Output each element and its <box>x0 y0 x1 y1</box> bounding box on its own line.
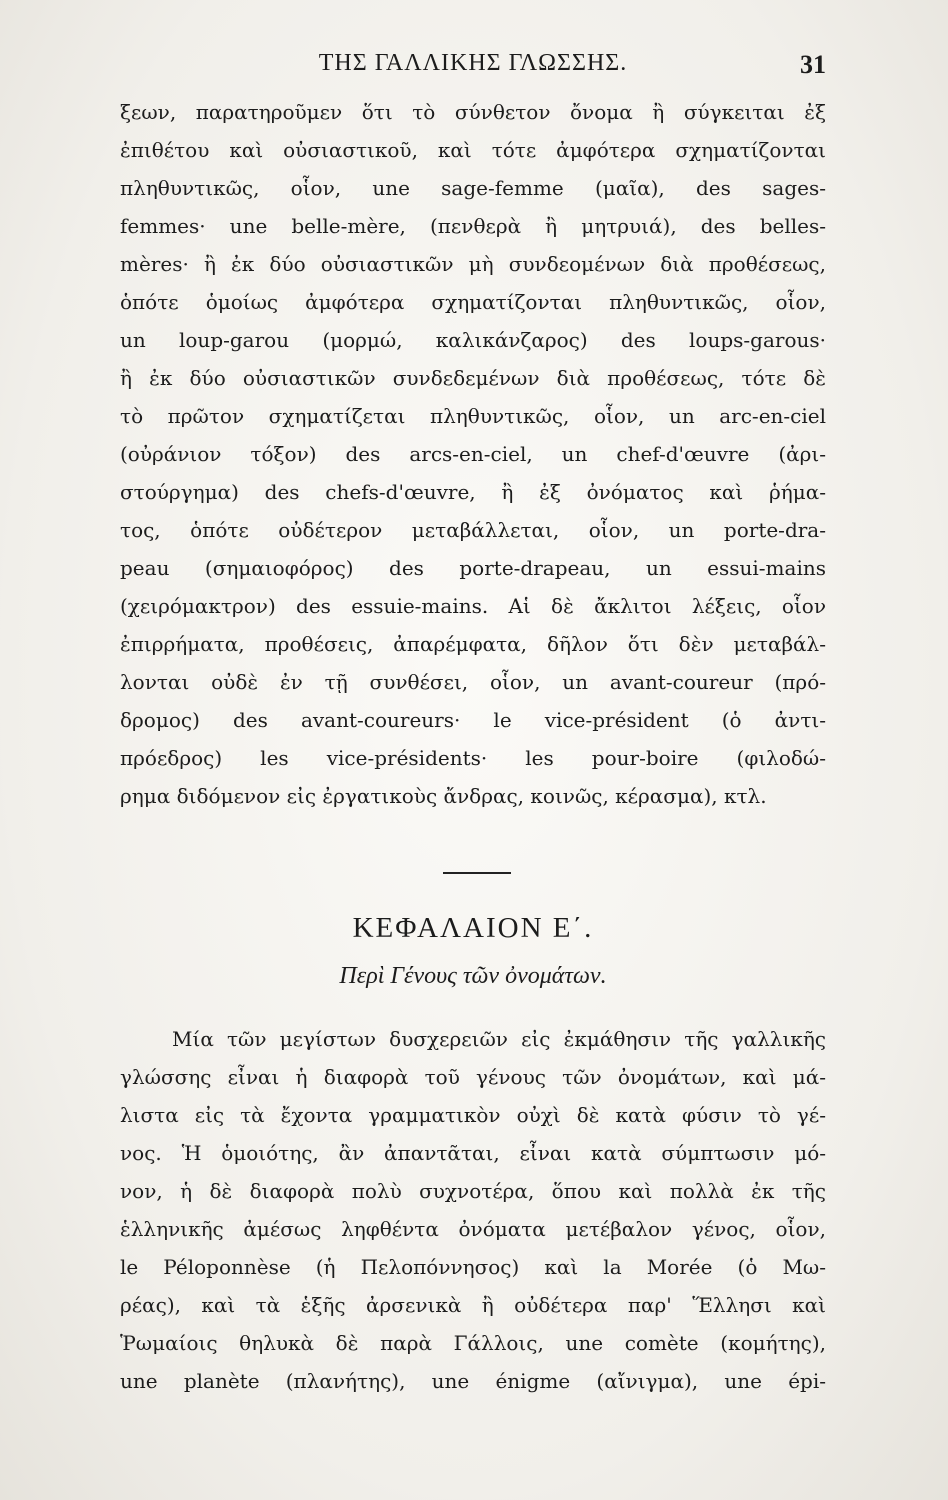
text-line: femmes· une belle-mère, (πενθερὰ ἢ μητρυιά), des belles- <box>120 214 826 238</box>
body-paragraph <box>120 93 826 815</box>
text-line: ἑλληνικῆς ἀμέσως ληφθέντα ὀνόματα μετέβαλον γένος, οἷον, <box>120 1217 826 1241</box>
chapter-subtitle: Περὶ Γένους τῶν ὀνομάτων. <box>339 963 607 989</box>
text-line: (οὐράνιον τόξον) des arcs-en-ciel, un chef-d'œuvre (ἀρι- <box>120 442 826 466</box>
text-line: ἢ ἐκ δύο οὐσιαστικῶν συνδεδεμένων διὰ προθέσεως, τότε δὲ <box>120 366 826 390</box>
text-line: νος. Ἡ ὁμοιότης, ἂν ἀπαντᾶται, εἶναι κατὰ σύμπτωσιν μό- <box>120 1141 826 1165</box>
text-line: peau (σημαιοφόρος) des porte-drapeau, un essui-mains <box>120 556 826 580</box>
page-header <box>120 50 826 86</box>
text-line: τος, ὁπότε οὐδέτερον μεταβάλλεται, οἷον, un porte-dra- <box>120 518 826 542</box>
text-line: ὁπότε ὁμοίως ἀμφότερα σχηματίζονται πληθυντικῶς, οἷον, <box>120 290 826 314</box>
text-line: γλώσσης εἶναι ἡ διαφορὰ τοῦ γένους τῶν ὀνομάτων, καὶ μά- <box>120 1065 826 1089</box>
text-line: ξεων, παρατηροῦμεν ὅτι τὸ σύνθετον ὄνομα ἢ σύγκειται ἐξ <box>120 100 826 124</box>
running-title: ΤΗΣ ΓΑΛΛΙΚΗΣ ΓΛΩΣΣΗΣ. <box>318 50 628 76</box>
text-line: πρόεδρος) les vice-présidents· les pour-boire (φιλοδώ- <box>120 746 826 770</box>
text-line: Μία τῶν μεγίστων δυσχερειῶν εἰς ἐκμάθησιν τῆς γαλλικῆς <box>172 1027 826 1051</box>
section-divider <box>443 872 511 874</box>
text-line: (χειρόμακτρον) des essuie-mains. Αἱ δὲ ἄκλιτοι λέξεις, οἷον <box>120 594 826 618</box>
text-line: ἐπιρρήματα, προθέσεις, ἀπαρέμφατα, δῆλον ὅτι δὲν μεταβάλ- <box>120 632 826 656</box>
text-line: ρημα διδόμενον εἰς ἐργατικοὺς ἄνδρας, κοινῶς, κέρασμα), κτλ. <box>120 784 767 808</box>
text-line: le Péloponnèse (ἡ Πελοπόννησος) καὶ la Morée (ὁ Μω- <box>120 1255 826 1279</box>
chapter-title: ΚΕΦΑΛΑΙΟΝ Ε΄. <box>352 912 594 944</box>
chapter-paragraph <box>120 1020 826 1400</box>
text-line: στούργημα) des chefs-d'œuvre, ἢ ἐξ ὀνόματος καὶ ῥήμα- <box>120 480 826 504</box>
text-line: λιστα εἰς τὰ ἔχοντα γραμματικὸν οὐχὶ δὲ κατὰ φύσιν τὸ γέ- <box>120 1103 826 1127</box>
text-line: ρέας), καὶ τὰ ἑξῆς ἀρσενικὰ ἢ οὐδέτερα παρ' Ἕλλησι καὶ <box>120 1293 826 1317</box>
text-line: une planète (πλανήτης), une énigme (αἴνιγμα), une épi- <box>120 1369 826 1393</box>
text-line: ἐπιθέτου καὶ οὐσιαστικοῦ, καὶ τότε ἀμφότερα σχηματίζονται <box>120 138 826 162</box>
page-number: 31 <box>800 50 826 79</box>
text-line: νον, ἡ δὲ διαφορὰ πολὺ συχνοτέρα, ὅπου καὶ πολλὰ ἐκ τῆς <box>120 1179 826 1203</box>
text-line: un loup-garou (μορμώ, καλικάνζαρος) des loups-garous· <box>120 328 826 352</box>
text-line: δρομος) des avant-coureurs· le vice-président (ὁ ἀντι- <box>120 708 826 732</box>
text-line: Ῥωμαίοις θηλυκὰ δὲ παρὰ Γάλλοις, une comète (κομήτης), <box>120 1331 826 1355</box>
text-line: πληθυντικῶς, οἷον, une sage-femme (μαῖα), des sages- <box>120 176 826 200</box>
text-line: τὸ πρῶτον σχηματίζεται πληθυντικῶς, οἷον, un arc-en-ciel <box>120 404 826 428</box>
text-line: λονται οὐδὲ ἐν τῇ συνθέσει, οἷον, un avant-coureur (πρό- <box>120 670 826 694</box>
text-line: mères· ἢ ἐκ δύο οὐσιαστικῶν μὴ συνδεομένων διὰ προθέσεως, <box>120 252 826 276</box>
